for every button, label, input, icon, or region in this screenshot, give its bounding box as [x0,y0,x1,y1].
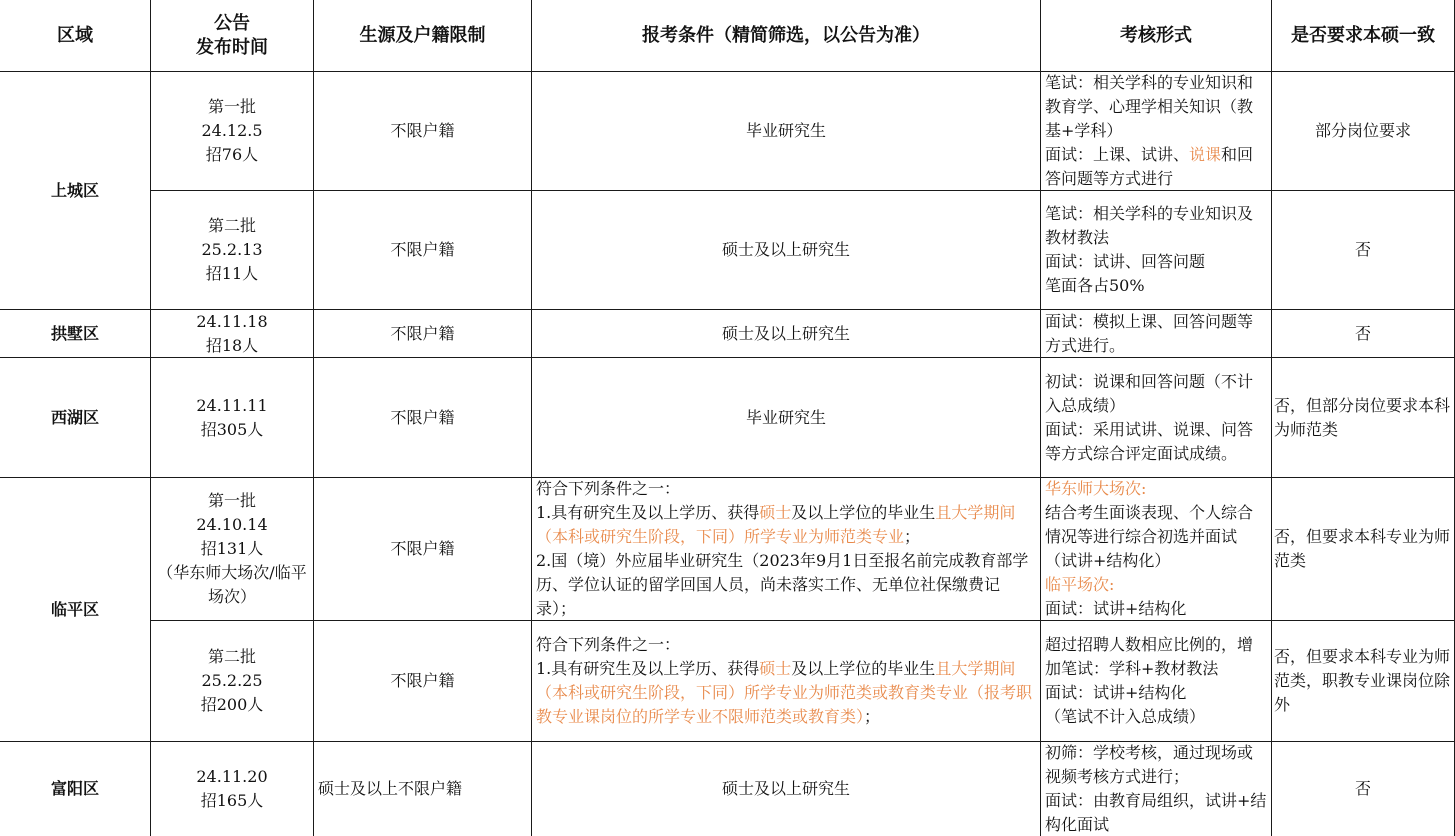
consistency-fuyang: 否 [1272,742,1455,836]
rich-text-segment: 面试：试讲+结构化 [1045,599,1187,618]
assessment-xihu-text: 初试：说课和回答问题（不计入总成绩） 面试：采用试讲、说课、问答等方式综合评定面试成绩。 [1045,371,1254,463]
date-gongshu: 24.11.18 招18人 [151,310,314,358]
date-xihu: 24.11.11 招305人 [151,358,314,478]
consistency-linping-2 [1272,621,1455,742]
header-residency: 生源及户籍限制 [314,0,532,72]
residency-gongshu: 不限户籍 [314,310,532,358]
date-shangcheng-2: 第二批 25.2.13 招11人 [151,191,314,310]
header-assessment: 考核形式 [1041,0,1272,72]
conditions-fuyang: 硕士及以上研究生 [532,742,1041,836]
assessment-gongshu-text: 面试：模拟上课、回答问题等方式进行。 [1045,311,1254,355]
conditions-shangcheng-2: 硕士及以上研究生 [532,191,1041,310]
date-fuyang: 24.11.20 招165人 [151,742,314,836]
rich-text-segment: 华东师大场次: [1045,479,1147,498]
header-region: 区域 [0,0,151,72]
consistency-shangcheng-2: 否 [1272,191,1455,310]
assessment-gongshu [1041,310,1272,358]
rich-text-segment: 笔试：相关学科的专业知识和教育学、心理学相关知识（教基+学科） 面试：上课、试讲、 [1045,73,1254,164]
date-linping-2: 第二批 25.2.25 招200人 [151,621,314,742]
date-shangcheng-1: 第一批 24.12.5 招76人 [151,72,314,191]
residency-fuyang-text: 硕士及以上不限户籍 [318,779,463,798]
consistency-linping-1 [1272,478,1455,621]
assessment-linping-2-text: 超过招聘人数相应比例的，增加笔试：学科+教材教法 面试：试讲+结构化 （笔试不计入总成绩） [1045,635,1254,726]
consistency-xihu [1272,358,1455,478]
header-conditions: 报考条件（精简筛选，以公告为准） [532,0,1041,72]
rich-text-segment: 硕士 [759,659,792,678]
assessment-shangcheng-2-text: 笔试：相关学科的专业知识及教材教法 面试：试讲、回答问题 笔面各占50% [1045,204,1254,295]
region-gongshu: 拱墅区 [0,310,151,358]
conditions-linping-2 [532,621,1041,742]
assessment-xihu [1041,358,1272,478]
conditions-linping-1 [532,478,1041,621]
consistency-gongshu: 否 [1272,310,1455,358]
rich-text-segment: 及以上学位的毕业生 [791,659,936,678]
rich-text-segment: ； [864,707,881,726]
date-linping-1: 第一批 24.10.14 招131人 （华东师大场次/临平场次） [151,478,314,621]
consistency-linping-1-text: 否，但要求本科专业为师范类 [1274,527,1451,570]
rich-text-segment: 符合下列条件之一： 1.具有研究生及以上学历、获得 [536,479,760,522]
rich-text-segment: 说课 [1189,145,1222,164]
rich-text-segment: 临平场次: [1045,575,1115,594]
assessment-fuyang [1041,742,1272,836]
rich-text-segment: 结合考生面谈表现、个人综合情况等进行综合初选并面试（试讲+结构化） [1045,503,1254,570]
assessment-shangcheng-1 [1041,72,1272,191]
residency-shangcheng-2: 不限户籍 [314,191,532,310]
region-linping: 临平区 [0,478,151,742]
header-consistency: 是否要求本硕一致 [1272,0,1455,72]
consistency-linping-2-text: 否，但要求本科专业为师范类，职教专业课岗位除外 [1274,647,1451,714]
conditions-gongshu: 硕士及以上研究生 [532,310,1041,358]
rich-text-segment: 符合下列条件之一： 1.具有研究生及以上学历、获得 [536,635,760,678]
residency-linping-2: 不限户籍 [314,621,532,742]
header-date: 公告 发布时间 [151,0,314,72]
rich-text-segment: ； 2.国（境）外应届毕业研究生（2023年9月1日至报名前完成教育部学历、学位认证的留学回国人员，尚未落实工作、无单位社保缴费记录）； [536,527,1029,618]
residency-shangcheng-1: 不限户籍 [314,72,532,191]
conditions-shangcheng-1: 毕业研究生 [532,72,1041,191]
assessment-linping-1 [1041,478,1272,621]
region-fuyang: 富阳区 [0,742,151,836]
rich-text-segment: 及以上学位的毕业生 [791,503,936,522]
residency-xihu: 不限户籍 [314,358,532,478]
rich-text-segment: 硕士 [759,503,792,522]
region-shangcheng: 上城区 [0,72,151,310]
consistency-xihu-text: 否，但部分岗位要求本科为师范类 [1274,395,1451,439]
assessment-linping-2 [1041,621,1272,742]
residency-fuyang [314,742,532,836]
region-xihu: 西湖区 [0,358,151,478]
rich-text-segment: 且大学期间（本科或研究生阶段，下同）所学专业为师范类或教育类专业（报考职教专业课岗位的所学专业不限师范类或教育类） [536,659,1033,726]
rich-text-segment: 和回答问题等方式进行 [1045,145,1254,188]
rich-text-segment: 且大学期间（本科或研究生阶段，下同）所学专业为师范类专业 [536,503,1016,546]
conditions-xihu: 毕业研究生 [532,358,1041,478]
assessment-shangcheng-2 [1041,191,1272,310]
consistency-shangcheng-1: 部分岗位要求 [1272,72,1455,191]
residency-linping-1: 不限户籍 [314,478,532,621]
assessment-fuyang-text: 初筛：学校考核，通过现场或视频考核方式进行； 面试：由教育局组织，试讲+结构化面试 [1045,743,1267,834]
